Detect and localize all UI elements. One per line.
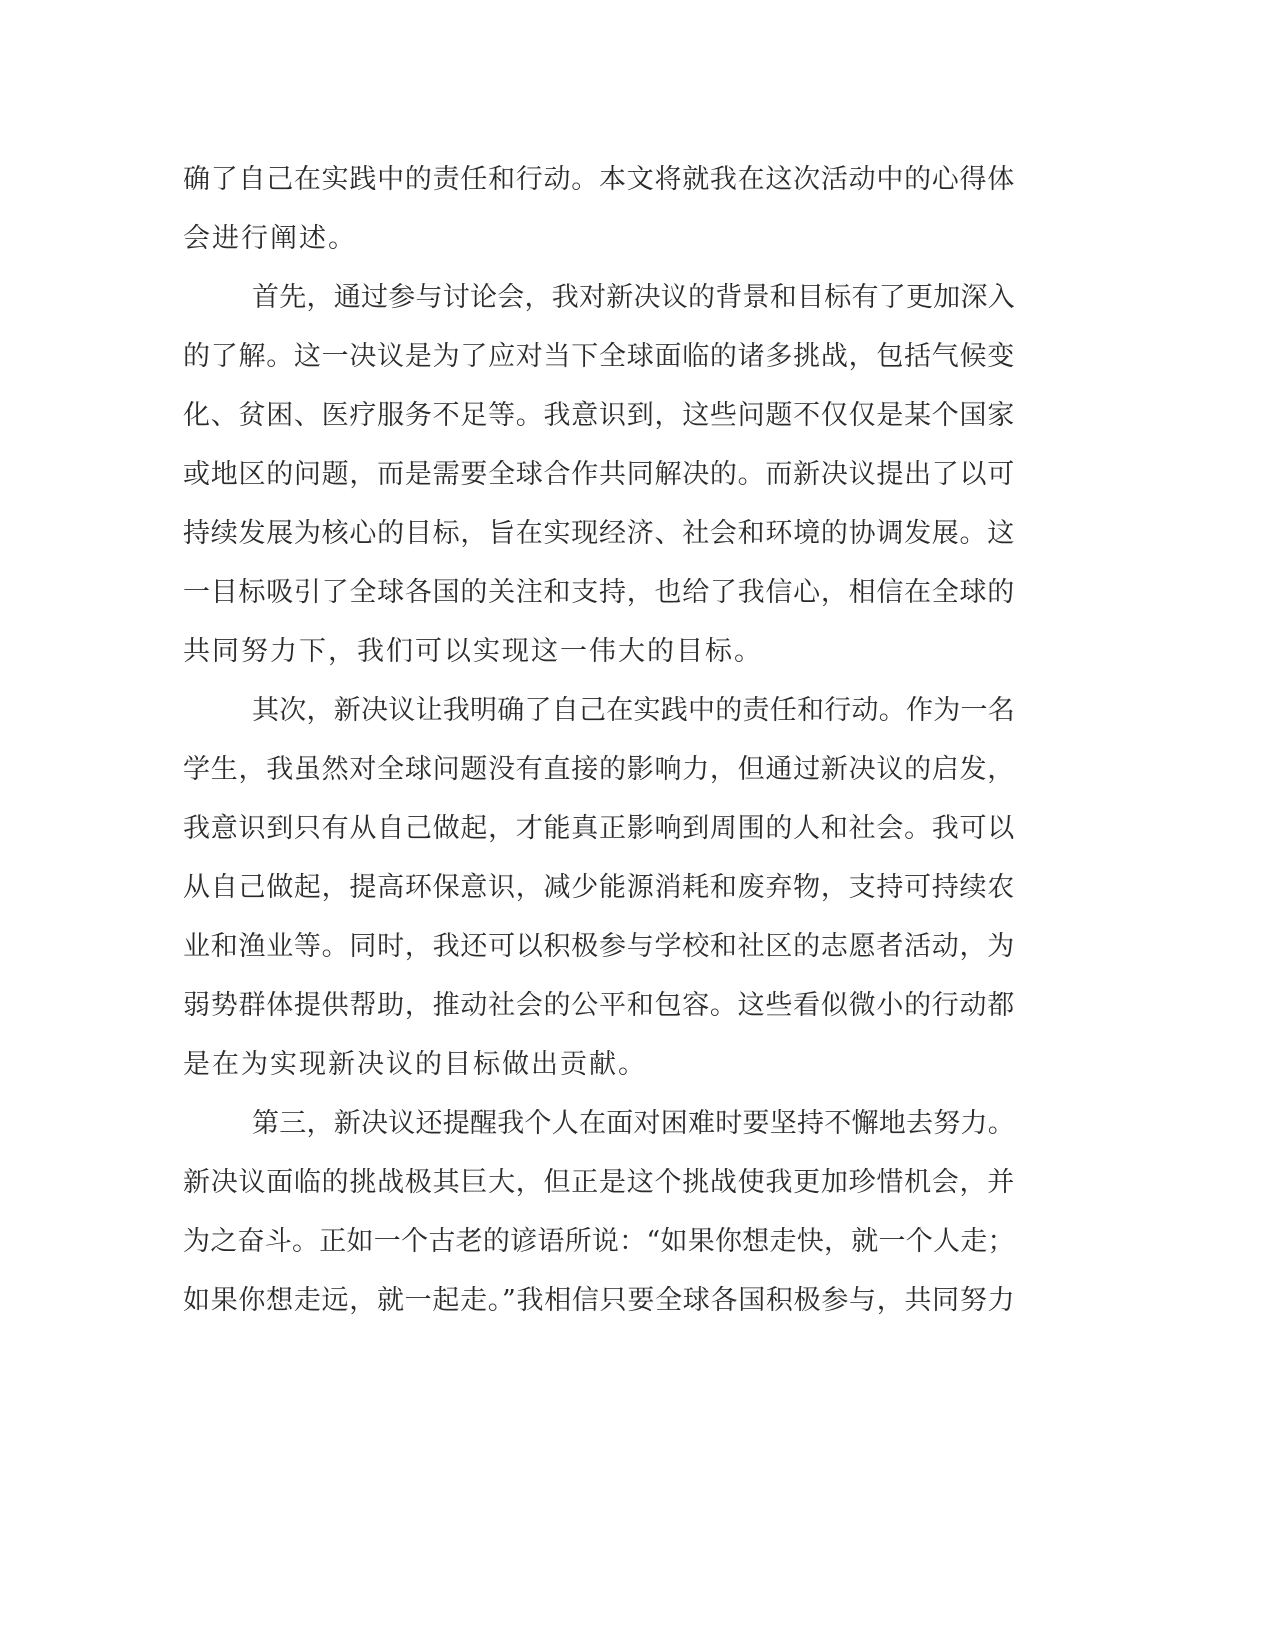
text-line: 新决议面临的挑战极其巨大，但正是这个挑战使我更加珍惜机会，并: [183, 1167, 1015, 1198]
text-line: 如果你想走远，就一起走。”我相信只要全球各国积极参与，共同努力: [183, 1285, 1016, 1316]
paragraph-first-line: 第三，新决议还提醒我个人在面对困难时要坚持不懈地去努力。: [252, 1108, 1015, 1139]
paragraph-first-line: 其次，新决议让我明确了自己在实践中的责任和行动。作为一名: [252, 695, 1015, 726]
text-line: 会进行阐述。: [183, 223, 357, 254]
text-line: 是在为实现新决议的目标做出贡献。: [183, 1049, 647, 1080]
text-line: 我意识到只有从自己做起，才能真正影响到周围的人和社会。我可以: [183, 813, 1015, 844]
text-line: 确了自己在实践中的责任和行动。本文将就我在这次活动中的心得体: [183, 164, 1015, 195]
text-line: 共同努力下，我们可以实现这一伟大的目标。: [183, 636, 763, 667]
text-line: 从自己做起，提高环保意识，减少能源消耗和废弃物，支持可持续农: [183, 872, 1015, 903]
text-line: 为之奋斗。正如一个古老的谚语所说：“如果你想走快，就一个人走；: [183, 1226, 1015, 1257]
text-line: 或地区的问题，而是需要全球合作共同解决的。而新决议提出了以可: [183, 459, 1015, 490]
text-line: 一目标吸引了全球各国的关注和支持，也给了我信心，相信在全球的: [183, 577, 1015, 608]
paragraph-first-line: 首先，通过参与讨论会，我对新决议的背景和目标有了更加深入: [252, 282, 1015, 313]
text-line: 学生，我虽然对全球问题没有直接的影响力，但通过新决议的启发，: [183, 754, 1015, 785]
text-line: 业和渔业等。同时，我还可以积极参与学校和社区的志愿者活动，为: [183, 931, 1015, 962]
text-line: 化、贫困、医疗服务不足等。我意识到，这些问题不仅仅是某个国家: [183, 400, 1015, 431]
text-line: 的了解。这一决议是为了应对当下全球面临的诸多挑战，包括气候变: [183, 341, 1015, 372]
text-line: 持续发展为核心的目标，旨在实现经济、社会和环境的协调发展。这: [183, 518, 1015, 549]
text-line: 弱势群体提供帮助，推动社会的公平和包容。这些看似微小的行动都: [183, 990, 1015, 1021]
